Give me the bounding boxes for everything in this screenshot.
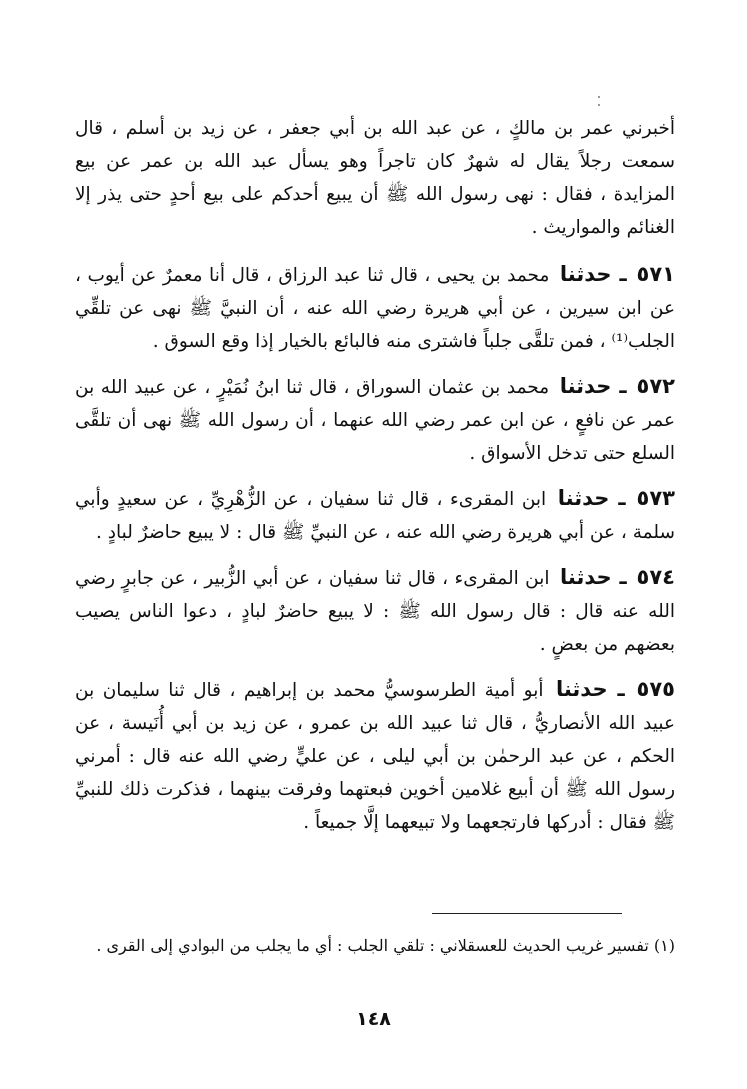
hadith-heading: ٥٧٥ ـ حدثنا — [555, 677, 675, 701]
hadith-575 — [75, 673, 675, 839]
page-body — [75, 112, 675, 851]
hadith-keyword: حدثنا — [557, 486, 610, 510]
scan-speck — [598, 96, 600, 98]
paragraph-text: ابن المقرىء ، قال ثنا سفيان ، عن أبي الزُّبير ، عن جابرٍ رضي الله عنه قال : قال رسول الله ﷺ : لا يبيع حاضرٌ لبادٍ ، دعوا الناس يصيب بعضهم من بعضٍ . — [75, 568, 675, 655]
hadith-573 — [75, 482, 675, 549]
hadith-heading: ٥٧٢ ـ حدثنا — [559, 374, 675, 398]
hadith-number: ٥٧٥ — [636, 677, 675, 701]
hadith-number: ٥٧٤ — [636, 565, 675, 589]
page-number: ١٤٨ — [356, 1008, 391, 1030]
hadith-keyword: حدثنا — [560, 565, 612, 589]
paragraph-text: أبو أمية الطرسوسيُّ محمد بن إبراهيم ، قال ثنا سليمان بن عبيد الله الأنصاريُّ ، قال ثنا عبيد الله بن عمرو ، عن زيد بن أبي أُنَيسة ، عن الحكم ، عن عبد الرحمٰن بن أبي ليلى ، عن عليٍّ رضي الله عنه قال : أمرني رسول الله ﷺ أن أبيع غلامين أخوين فبعتهما وفرقت بينهما ، فذكرت ذلك للنبيِّ ﷺ فقال : أدركها فارتجعهما ولا تبيعهما إلَّا جميعاً . — [75, 680, 675, 833]
hadith-572 — [75, 370, 675, 470]
footnote — [75, 932, 675, 960]
hadith-number: ٥٧٢ — [636, 374, 675, 398]
paragraph-text: ابن المقرىء ، قال ثنا سفيان ، عن الزُّهْرِيِّ ، عن سعيدٍ وأبي سلمة ، عن أبي هريرة رضي الله عنه ، عن النبيِّ ﷺ قال : لا يبيع حاضرٌ لبادٍ . — [75, 489, 675, 543]
hadith-heading: ٥٧٣ ـ حدثنا — [557, 486, 675, 510]
hadith-574 — [75, 561, 675, 661]
paragraph-text: محمد بن يحيى ، قال ثنا عبد الرزاق ، قال أنا معمرٌ عن أيوب ، عن ابن سيرين ، عن أبي هريرة رضي الله عنه ، أن النبيَّ ﷺ نهى عن تلقِّي الجلب⁽¹⁾ ، فمن تلقَّى جلباً فاشترى منه فالبائع بالخيار إذا وقع السوق . — [75, 265, 675, 352]
hadith-heading: ٥٧٤ ـ حدثنا — [560, 565, 675, 589]
footnote-text: (١) تفسير غريب الحديث للعسقلاني : تلقي الجلب : أي ما يجلب من البوادي إلى القرى . — [96, 936, 675, 955]
footnote-divider — [432, 913, 622, 914]
paragraph-text: محمد بن عثمان السوراق ، قال ثنا ابنُ نُمَيْرٍ ، عن عبيد الله بن عمر عن نافعٍ ، عن ابن عمر رضي الله عنهما ، أن رسول الله ﷺ نهى أن تلقَّى السلع حتى تدخل الأسواق . — [75, 377, 675, 464]
hadith-571 — [75, 258, 675, 358]
hadith-keyword: حدثنا — [559, 262, 612, 286]
hadith-number: ٥٧٣ — [636, 486, 675, 510]
scan-speck — [598, 104, 600, 106]
hadith-number: ٥٧١ — [636, 262, 675, 286]
paragraph-intro — [75, 112, 675, 244]
paragraph-text: أخبرني عمر بن مالكٍ ، عن عبد الله بن أبي جعفر ، عن زيد بن أسلم ، قال سمعت رجلاً يقال له شهرٌ كان تاجراً وهو يسأل عبد الله بن عمر عن بيع المزايدة ، فقال : نهى رسول الله ﷺ أن يبيع أحدكم على بيع أحدٍ حتى يذر إلا الغنائم والمواريث . — [75, 118, 675, 238]
hadith-heading: ٥٧١ ـ حدثنا — [559, 262, 675, 286]
hadith-keyword: حدثنا — [555, 677, 608, 701]
hadith-keyword: حدثنا — [559, 374, 612, 398]
